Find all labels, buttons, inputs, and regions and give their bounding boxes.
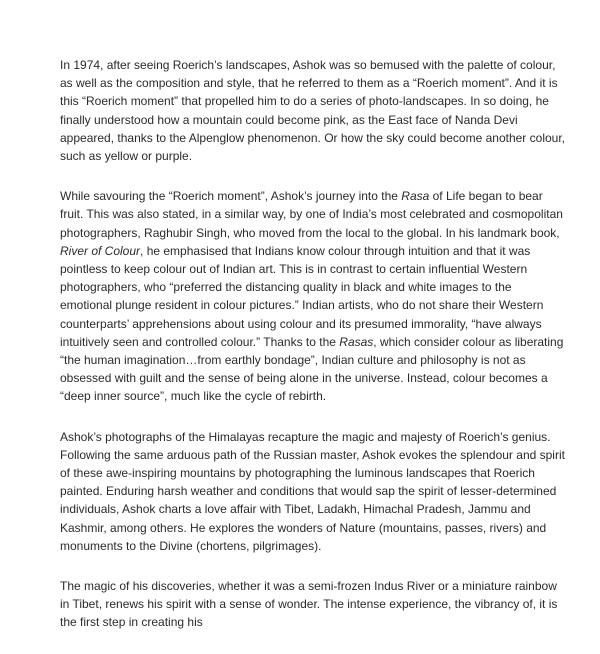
paragraph [60, 187, 565, 405]
italic-text-run: Rasa [401, 189, 430, 204]
text-run: While savouring the “Roerich moment”, Ashok’s journey into the [60, 189, 402, 204]
body-text [60, 56, 565, 654]
italic-text-run: Rasas [339, 334, 374, 349]
paragraph [60, 56, 565, 165]
text-run: of Life began to bear fruit. This was also stated, in a similar way, by one of India’s most celebrated and cosmopolitan photographers, Raghubir Singh, who moved from the local to the global. In his landmark book, [60, 189, 563, 240]
italic-text-run: River of Colour [60, 243, 141, 258]
text-run: Ashok’s photographs of the Himalayas recapture the magic and majesty of Roerich’s genius. Following the same arduous path of the Russian master, Ashok evokes the splendour and spirit of these awe-inspiring mountains by photographing the luminous landscapes that Roerich painted. Enduring harsh weather and conditions that would sap the spirit of lesser-determined individuals, Ashok charts a love affair with Tibet, Ladakh, Himachal Pradesh, Jammu and Kashmir, among others. He explores the wonders of Nature (mountains, passes, rivers) and monuments to the Divine (chortens, pilgrimages). [60, 429, 565, 553]
paragraph [60, 428, 565, 555]
text-run: , which consider colour as liberating “the human imagination…from earthly bondage”, Indian culture and philosophy is not as obsessed with guilt and the sense of being alone in the universe. Instead, colour becomes a “deep inner source”, much like the cycle of rebirth. [60, 334, 564, 404]
text-run: The magic of his discoveries, whether it was a semi-frozen Indus River or a miniature rainbow in Tibet, renews his spirit with a sense of wonder. The intense experience, the vibrancy of, it is the first step in creating his [60, 579, 558, 630]
text-run: , he emphasised that Indians know colour through intuition and that it was pointless to keep colour out of Indian art. This is in contrast to certain influential Western photographers, who “preferred the distancing quality in black and white images to the emotional plunge resident in colour pictures.” Indian artists, who do not share their Western counterparts’ apprehensions about using colour and its presumed immorality, “have always intuitively seen and controlled colour.” Thanks to the [60, 243, 544, 349]
text-run: In 1974, after seeing Roerich’s landscapes, Ashok was so bemused with the palette of colour, as well as the composition and style, that he referred to them as a “Roerich moment”. And it is this “Roerich moment” that propelled him to do a series of photo-landscapes. In so doing, he finally understood how a mountain could become pink, as the East face of Nanda Devi appeared, thanks to the Alpenglow phenomenon. Or how the sky could become another colour, such as yellow or purple. [60, 58, 565, 164]
paragraph [60, 577, 565, 632]
